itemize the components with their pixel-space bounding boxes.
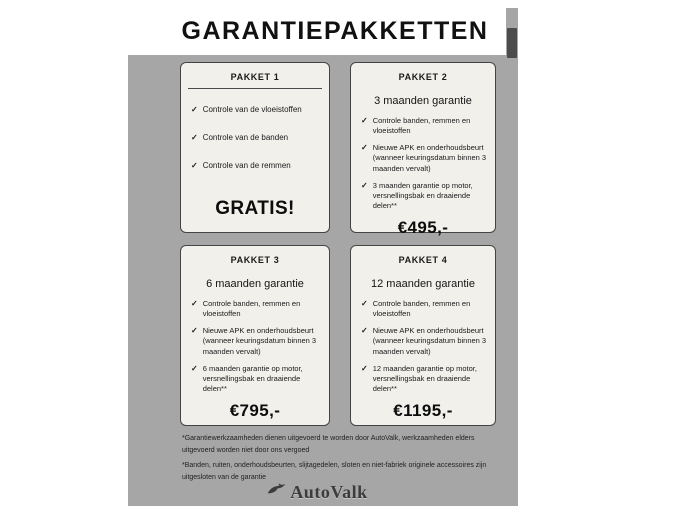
item-text: 3 maanden garantie op motor, versnellingsbak en draaiende delen** [372, 180, 473, 210]
check-icon: ✓ [191, 363, 198, 373]
list-item [191, 161, 321, 172]
list-item [361, 143, 487, 173]
check-icon: ✓ [361, 180, 368, 190]
footnote-exclusions: *Banden, ruiten, onderhoudsbeurten, slijtagedelen, sloten en niet-fabriek originele accessoires zijn uitgesloten van de garantie [182, 462, 487, 481]
package-item-list [191, 299, 321, 401]
package-card-3 [180, 245, 330, 426]
package-subtitle: 6 maanden garantie [206, 278, 304, 290]
list-item [361, 364, 487, 394]
check-icon: ✓ [361, 143, 368, 153]
list-item [191, 326, 321, 356]
package-price: €495,- [397, 218, 449, 237]
package-title: PAKKET 3 [230, 255, 280, 265]
brand-name: AutoValk [290, 482, 368, 502]
package-card-2 [350, 62, 496, 237]
falcon-icon [266, 480, 286, 505]
package-title: PAKKET 2 [398, 72, 448, 82]
item-text: Controle banden, remmen en vloeistoffen [372, 299, 471, 319]
check-icon: ✓ [191, 160, 198, 170]
item-text: 12 maanden garantie op motor, versnellingsbak en draaiende delen** [372, 363, 477, 393]
item-text: Controle banden, remmen en vloeistoffen [202, 299, 301, 319]
page-title: GARANTIEPAKKETTEN [181, 17, 489, 45]
check-icon: ✓ [361, 299, 368, 308]
list-item [191, 105, 321, 116]
list-item [191, 299, 321, 319]
package-price: €1195,- [393, 401, 453, 420]
brand-logo [128, 480, 506, 505]
check-icon: ✓ [361, 326, 368, 336]
package-item-list [361, 116, 487, 218]
item-text: Controle van de banden [202, 132, 289, 142]
item-text: Nieuwe APK en onderhoudsbeurt (wanneer keuringsdatum binnen 3 maanden vervalt) [372, 326, 487, 356]
package-item-list [361, 299, 487, 401]
footnote-warranty-work: *Garantiewerkzaamheden dienen uitgevoerd te worden door AutoValk, werkzaamheden elders uitgevoerd worden niet door ons vergoed [182, 435, 475, 454]
list-item [361, 326, 487, 356]
item-text: Controle van de remmen [202, 160, 291, 170]
package-item-list [191, 105, 321, 188]
title-band [128, 8, 506, 55]
list-item [361, 299, 487, 319]
package-title: PAKKET 1 [230, 72, 280, 82]
package-price: €795,- [229, 401, 281, 420]
item-text: Controle van de vloeistoffen [202, 105, 302, 114]
item-text: Nieuwe APK en onderhoudsbeurt (wanneer keuringsdatum binnen 3 maanden vervalt) [202, 326, 317, 356]
item-text: Controle banden, remmen en vloeistoffen [372, 116, 471, 136]
list-item [191, 133, 321, 144]
package-card-4 [350, 245, 496, 426]
package-subtitle: 12 maanden garantie [371, 278, 475, 290]
check-icon: ✓ [191, 299, 198, 308]
flyer-panel [128, 8, 518, 506]
list-item [191, 364, 321, 394]
list-item [361, 181, 487, 211]
package-card-1 [180, 62, 330, 233]
check-icon: ✓ [191, 105, 198, 114]
scrollbar-thumb[interactable] [507, 28, 517, 58]
check-icon: ✓ [361, 116, 368, 125]
check-icon: ✓ [191, 326, 198, 336]
check-icon: ✓ [191, 132, 198, 142]
list-item [361, 116, 487, 136]
item-text: 6 maanden garantie op motor, versnellingsbak en draaiende delen** [202, 363, 303, 393]
package-subtitle: 3 maanden garantie [374, 95, 472, 107]
divider [188, 88, 322, 89]
package-title: PAKKET 4 [398, 255, 448, 265]
check-icon: ✓ [361, 363, 368, 373]
item-text: Nieuwe APK en onderhoudsbeurt (wanneer keuringsdatum binnen 3 maanden vervalt) [372, 143, 487, 173]
package-price: GRATIS! [215, 198, 295, 219]
